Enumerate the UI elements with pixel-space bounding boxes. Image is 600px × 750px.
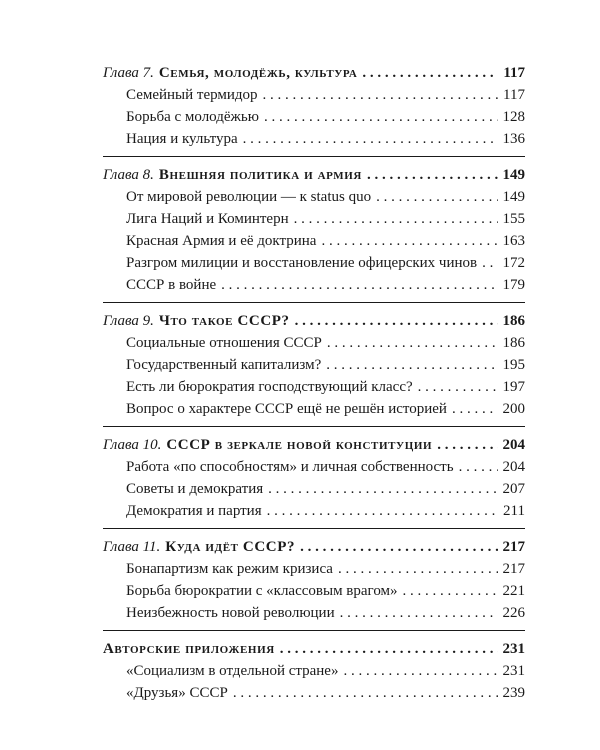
chapter-heading (103, 310, 525, 332)
chapter-heading (103, 164, 525, 186)
dot-leader (338, 558, 498, 580)
chapter-label (103, 638, 275, 660)
dot-leader (233, 682, 498, 704)
chapter-prefix: Глава 10. (103, 437, 162, 453)
dot-leader (459, 456, 498, 478)
chapter-prefix: Глава 9. (103, 313, 154, 329)
toc-entry (103, 602, 525, 624)
entry-page-number: 186 (502, 335, 525, 351)
chapter-page-number: 231 (502, 641, 525, 657)
entry-title: Социальные отношения СССР (126, 335, 322, 351)
entry-title: Неизбежность новой революции (126, 605, 335, 621)
chapter-heading (103, 434, 525, 456)
entry-page-number: 226 (502, 605, 525, 621)
chapter-heading (103, 638, 525, 660)
entry-page-number: 231 (502, 663, 525, 679)
chapter-title: Авторские приложения (103, 641, 275, 657)
entry-page-number: 155 (502, 211, 525, 227)
toc-chapter (103, 164, 525, 303)
toc-chapter (103, 310, 525, 427)
entry-title: Демократия и партия (126, 503, 262, 519)
dot-leader (340, 602, 498, 624)
dot-leader (343, 660, 497, 682)
table-of-contents (103, 62, 525, 717)
entry-title: Работа «по способностям» и личная собственность (126, 459, 454, 475)
toc-entry (103, 398, 525, 420)
dot-leader (280, 638, 498, 660)
dot-leader (452, 398, 498, 420)
entry-title: Разгром милиции и восстановление офицерских чинов (126, 255, 478, 271)
toc-entry (103, 376, 525, 398)
toc-entry (103, 660, 525, 682)
dot-leader (482, 252, 497, 274)
dot-leader (300, 536, 497, 558)
entry-page-number: 200 (502, 401, 525, 417)
entry-title: СССР в войне (126, 277, 217, 293)
chapter-heading (103, 536, 525, 558)
entry-page-number: 204 (502, 459, 525, 475)
dot-leader (295, 310, 498, 332)
dot-leader (264, 106, 498, 128)
toc-entry (103, 332, 525, 354)
entry-title: Лига Наций и Коминтерн (126, 211, 289, 227)
toc-entry (103, 456, 525, 478)
dot-leader (362, 62, 498, 84)
toc-chapter (103, 536, 525, 631)
entry-title: Красная Армия и её доктрина (126, 233, 317, 249)
dot-leader (321, 230, 497, 252)
toc-entry (103, 230, 525, 252)
chapter-label (103, 536, 295, 558)
dot-leader (268, 478, 497, 500)
chapter-title: СССР в зеркале новой конституции (166, 437, 433, 453)
dot-leader (294, 208, 498, 230)
toc-entry (103, 354, 525, 376)
dot-leader (376, 186, 497, 208)
toc-entry (103, 478, 525, 500)
toc-entry (103, 558, 525, 580)
chapter-prefix: Глава 11. (103, 539, 161, 555)
chapter-prefix: Глава 7. (103, 65, 154, 81)
entry-page-number: 197 (502, 379, 525, 395)
entry-title: Государственный капитализм? (126, 357, 322, 373)
dot-leader (403, 580, 498, 602)
chapter-title: Внешняя политика и армия (158, 167, 362, 183)
dot-leader (221, 274, 497, 296)
entry-title: Семейный термидор (126, 87, 258, 103)
toc-entry (103, 274, 525, 296)
toc-entry (103, 208, 525, 230)
entry-title: Советы и демократия (126, 481, 264, 497)
toc-chapter (103, 638, 525, 710)
entry-page-number: 217 (502, 561, 525, 577)
chapter-page-number: 217 (502, 539, 525, 555)
chapter-title: Что такое СССР? (158, 313, 290, 329)
toc-entry (103, 500, 525, 522)
dot-leader (418, 376, 498, 398)
entry-title: Борьба бюрократии с «классовым врагом» (126, 583, 398, 599)
entry-title: «Социализм в отдельной стране» (126, 663, 339, 679)
dot-leader (267, 500, 498, 522)
entry-title: Нация и культура (126, 131, 238, 147)
entry-page-number: 211 (503, 503, 525, 519)
entry-page-number: 136 (502, 131, 525, 147)
toc-entry (103, 186, 525, 208)
chapter-page-number: 186 (502, 313, 525, 329)
chapter-label (103, 310, 290, 332)
chapter-title: Куда идёт СССР? (165, 539, 296, 555)
entry-page-number: 207 (502, 481, 525, 497)
chapter-label (103, 62, 357, 84)
toc-entry (103, 106, 525, 128)
toc-chapter (103, 62, 525, 157)
entry-page-number: 221 (502, 583, 525, 599)
toc-entry (103, 580, 525, 602)
entry-page-number: 239 (502, 685, 525, 701)
chapter-label (103, 164, 362, 186)
entry-title: Вопрос о характере СССР ещё не решён историей (126, 401, 447, 417)
chapter-label (103, 434, 432, 456)
dot-leader (326, 354, 497, 376)
toc-entry (103, 84, 525, 106)
entry-title: От мировой революции — к status quo (126, 189, 372, 205)
dot-leader (263, 84, 498, 106)
toc-entry (103, 252, 525, 274)
entry-title: Есть ли бюрократия господствующий класс? (126, 379, 413, 395)
entry-page-number: 195 (502, 357, 525, 373)
chapter-page-number: 204 (502, 437, 525, 453)
chapter-title: Семья, молодёжь, культура (158, 65, 358, 81)
toc-chapter (103, 434, 525, 529)
dot-leader (327, 332, 498, 354)
chapter-page-number: 149 (502, 167, 525, 183)
dot-leader (243, 128, 498, 150)
dot-leader (437, 434, 497, 456)
entry-page-number: 179 (502, 277, 525, 293)
entry-title: «Друзья» СССР (126, 685, 228, 701)
entry-title: Борьба с молодёжью (126, 109, 259, 125)
entry-page-number: 149 (502, 189, 525, 205)
toc-entry (103, 682, 525, 704)
entry-page-number: 117 (503, 87, 525, 103)
dot-leader (367, 164, 498, 186)
chapter-heading (103, 62, 525, 84)
entry-page-number: 172 (502, 255, 525, 271)
toc-entry (103, 128, 525, 150)
chapter-prefix: Глава 8. (103, 167, 154, 183)
entry-title: Бонапартизм как режим кризиса (126, 561, 333, 577)
chapter-page-number: 117 (503, 65, 525, 81)
entry-page-number: 163 (502, 233, 525, 249)
entry-page-number: 128 (502, 109, 525, 125)
